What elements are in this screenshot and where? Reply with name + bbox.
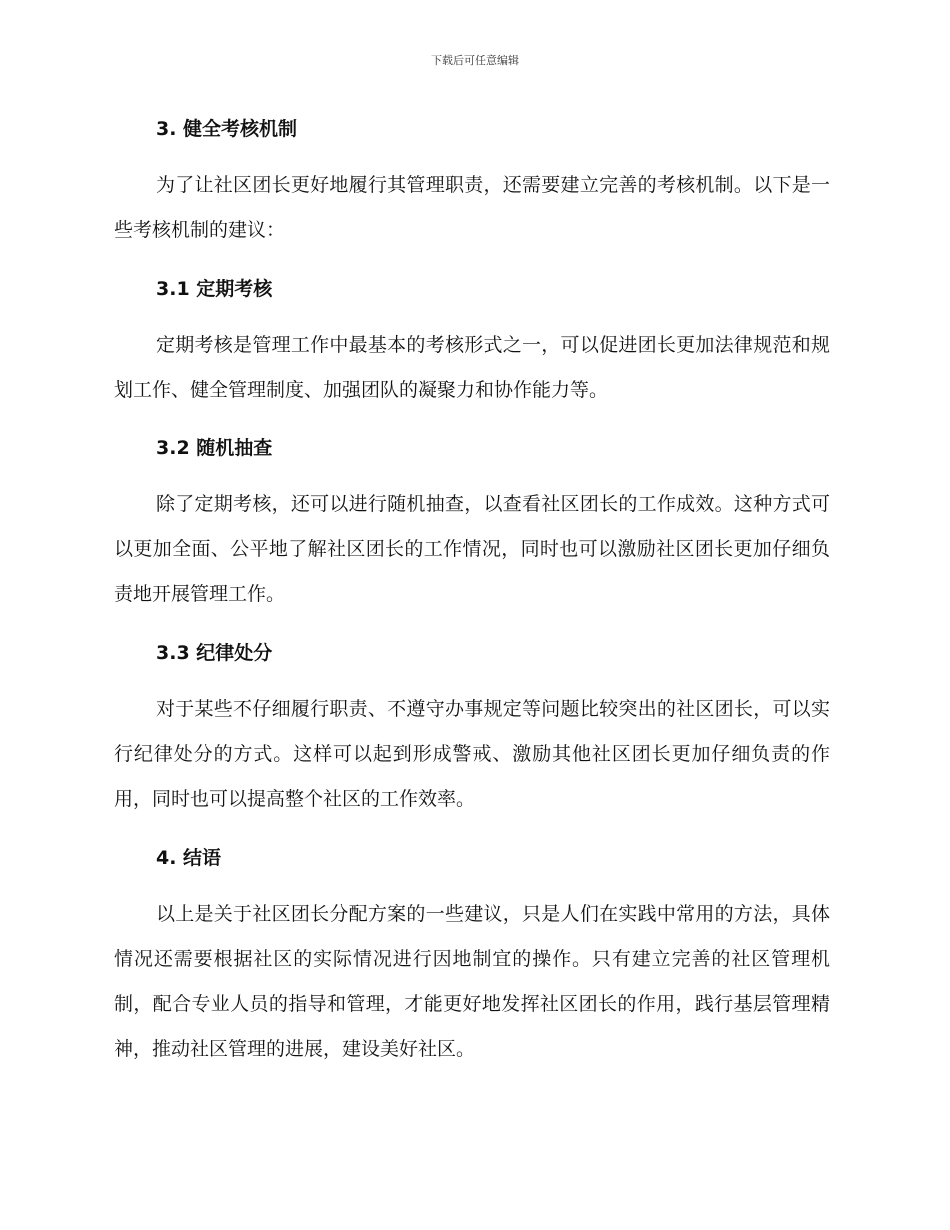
section-paragraph-3-1: 定期考核是管理工作中最基本的考核形式之一，可以促进团长更加法律规范和规划工作、健全管理制度、加强团队的凝聚力和协作能力等。 — [114, 334, 830, 401]
section-heading-4: 4. 结语 — [156, 847, 222, 869]
section-paragraph-3-3: 对于某些不仔细履行职责、不遵守办事规定等问题比较突出的社区团长，可以实行纪律处分的方式。这样可以起到形成警戒、激励其他社区团长更加仔细负责的作用，同时也可以提高整个社区的工作效率。 — [114, 698, 830, 810]
section-paragraph-3: 为了让社区团长更好地履行其管理职责，还需要建立完善的考核机制。以下是一些考核机制的建议： — [114, 174, 830, 241]
section-heading-3-3: 3.3 纪律处分 — [156, 642, 273, 664]
section-heading-3-2: 3.2 随机抽查 — [156, 437, 273, 459]
page-header: 下载后可任意编辑 — [431, 54, 519, 67]
section-paragraph-3-2: 除了定期考核，还可以进行随机抽查，以查看社区团长的工作成效。这种方式可以更加全面、公平地了解社区团长的工作情况，同时也可以激励社区团长更加仔细负责地开展管理工作。 — [114, 493, 830, 605]
section-heading-3-1: 3.1 定期考核 — [156, 278, 273, 300]
section-paragraph-4: 以上是关于社区团长分配方案的一些建议，只是人们在实践中常用的方法，具体情况还需要根据社区的实际情况进行因地制宜的操作。只有建立完善的社区管理机制，配合专业人员的指导和管理，才能更好地发挥社区团长的作用，践行基层管理精神，推动社区管理的进展，建设美好社区。 — [114, 903, 830, 1060]
section-heading-3: 3. 健全考核机制 — [156, 118, 298, 140]
